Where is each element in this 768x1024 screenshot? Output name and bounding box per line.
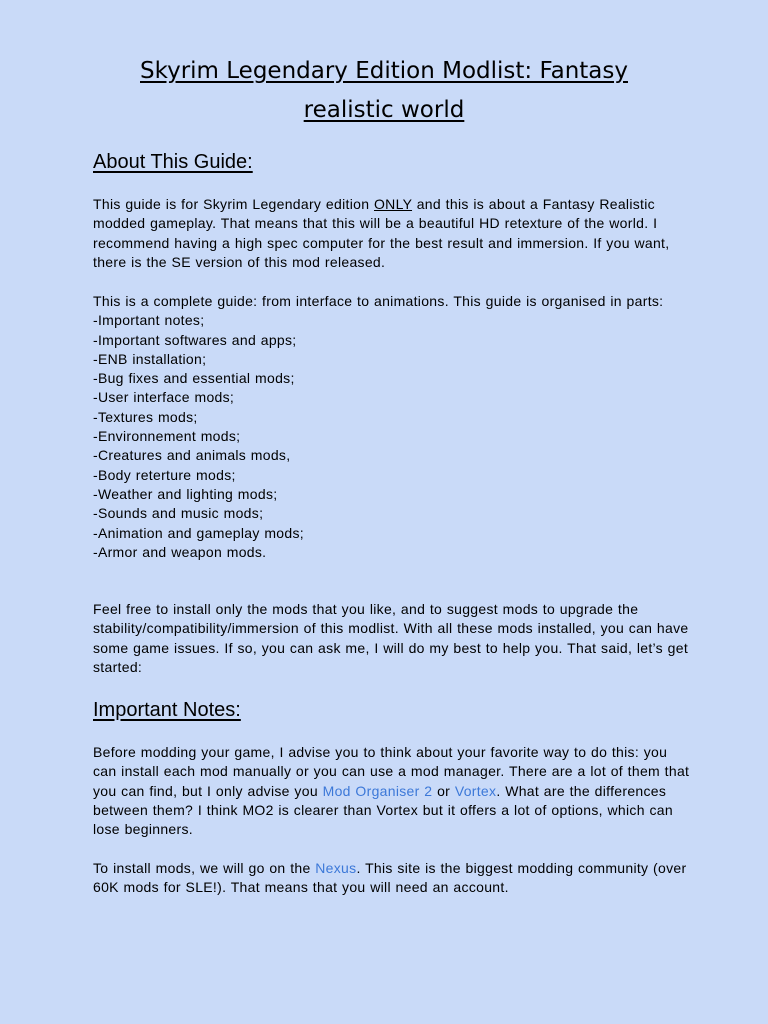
about-paragraph-3: Feel free to install only the mods that you like, and to suggest mods to upgrade the stability/compatibility/immersion of this modlist. With all these mods installed, you can have some game issues. If so, you can ask me, I will do my best to help you. That said, let’s get started: — [93, 601, 689, 675]
only-emphasis: ONLY — [373, 196, 413, 212]
parts-list — [93, 311, 693, 562]
list-item: -Important softwares and apps; — [93, 331, 297, 348]
nexus-link[interactable]: Nexus — [315, 860, 357, 876]
notes-paragraph-1: Before modding your game, I advise you to think about your favorite way to do this: you can install each mod manually or you can use a mod manager. There are a lot of them that you can find, but I only advise you Mod Organiser 2 or Vortex. What are the differences between them? I think MO2 is clearer than Vortex but it offers a lot of options, which can lose beginners. — [93, 744, 690, 838]
parts-intro: This is a complete guide: from interface to animations. This guide is organised in parts: — [93, 293, 664, 309]
list-item: -Textures mods; — [93, 408, 198, 425]
about-paragraph-1: This guide is for Skyrim Legendary edition ONLY and this is about a Fantasy Realistic modded gameplay. That means that this will be a beautiful HD retexture of the world. I recommend having a high spec computer for the best result and immersion. If you want, there is the SE version of this mod released. — [93, 196, 670, 270]
list-item: -Body reterture mods; — [93, 466, 236, 483]
list-item: -Environnement mods; — [93, 428, 241, 445]
list-item: -ENB installation; — [93, 350, 207, 367]
mod-organiser-link[interactable]: Mod Organiser 2 — [322, 782, 433, 799]
list-item: -Important notes; — [93, 312, 205, 329]
list-item: -Sounds and music mods; — [93, 505, 264, 522]
list-item: -Armor and weapon mods. — [93, 543, 267, 560]
list-item: -Bug fixes and essential mods; — [93, 370, 295, 387]
about-paragraph-2 — [93, 292, 693, 562]
page-title — [60, 52, 708, 130]
list-item: -Animation and gameplay mods; — [93, 524, 304, 541]
notes-heading: Important Notes: — [93, 699, 241, 721]
list-item: -Weather and lighting mods; — [93, 485, 278, 502]
list-item: -User interface mods; — [93, 389, 235, 406]
title-line-2: realistic world — [303, 97, 465, 123]
vortex-link[interactable]: Vortex — [454, 782, 497, 799]
list-item: -Creatures and animals mods, — [93, 447, 291, 464]
title-line-1: Skyrim Legendary Edition Modlist: Fantasy — [140, 58, 628, 84]
notes-paragraph-2: To install mods, we will go on the Nexus. This site is the biggest modding community (over 60K mods for SLE!). That means that you will need an account. — [93, 860, 687, 896]
about-heading: About This Guide: — [93, 151, 253, 173]
